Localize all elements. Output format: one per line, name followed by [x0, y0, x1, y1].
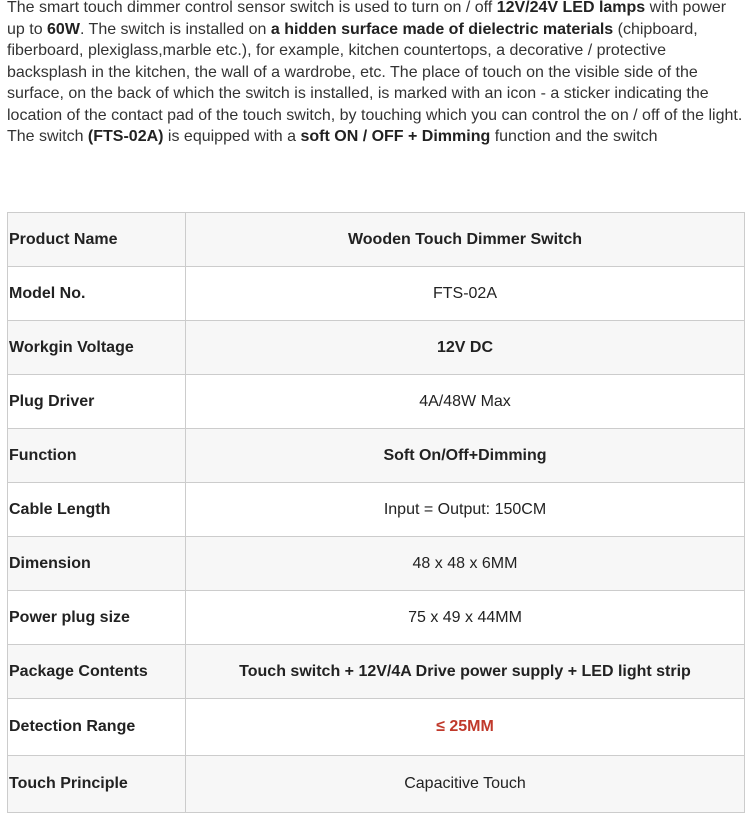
table-row — [8, 537, 745, 591]
product-description — [7, 0, 747, 148]
spec-value: Input = Output: 150CM — [186, 483, 745, 537]
bold-text: (FTS-02A) — [87, 128, 164, 145]
description-paragraph-2: backsplash in the kitchen, the wall of a wardrobe, etc. The place of touch on the visible side of the surface, on the back of which the switch is installed, is marked with an icon - a sticker indicating the location of the contact pad of the touch switch, by touching which you can control the on / off of the light. — [7, 63, 743, 124]
text-span: function and the switch — [490, 128, 658, 145]
spec-value: 48 x 48 x 6MM — [186, 537, 745, 591]
description-paragraph-1 — [7, 0, 747, 62]
spec-label: Power plug size — [8, 591, 186, 645]
table-row — [8, 645, 745, 699]
spec-value: Wooden Touch Dimmer Switch — [186, 213, 745, 267]
table-row — [8, 375, 745, 429]
text-span: The smart touch dimmer control sensor switch is used to turn on / off — [7, 0, 497, 16]
bold-text: 12V/24V LED lamps — [496, 0, 646, 16]
spec-label: Plug Driver — [8, 375, 186, 429]
spec-label: Function — [8, 429, 186, 483]
spec-label: Model No. — [8, 267, 186, 321]
table-row — [8, 429, 745, 483]
text-span: (chipboard, fiberboard, plexiglass,marble etc.), for example, kitchen countertops, a decorative / protective — [7, 20, 698, 59]
description-paragraph-3 — [7, 126, 747, 148]
table-row — [8, 591, 745, 645]
spec-label: Detection Range — [8, 699, 186, 756]
spec-label: Cable Length — [8, 483, 186, 537]
spec-value: Soft On/Off+Dimming — [186, 429, 745, 483]
spec-value: 75 x 49 x 44MM — [186, 591, 745, 645]
bold-text: a hidden surface made of dielectric materials — [270, 20, 614, 38]
spec-value: 12V DC — [186, 321, 745, 375]
bold-text: 60W — [47, 20, 80, 38]
text-span: . The switch is installed on — [79, 20, 271, 38]
spec-value: FTS-02A — [186, 267, 745, 321]
spec-label: Product Name — [8, 213, 186, 267]
spec-value: Capacitive Touch — [186, 756, 745, 813]
spec-value-highlight: ≤ 25MM — [186, 699, 745, 756]
table-row — [8, 699, 745, 756]
spec-label: Package Contents — [8, 645, 186, 699]
spec-label: Workgin Voltage — [8, 321, 186, 375]
text-span: with power up to — [7, 0, 727, 38]
text-span: is equipped with a — [163, 128, 301, 145]
spec-value: Touch switch + 12V/4A Drive power supply + LED light strip — [186, 645, 745, 699]
table-row — [8, 483, 745, 537]
table-row — [8, 321, 745, 375]
table-row — [8, 756, 745, 813]
spec-label: Touch Principle — [8, 756, 186, 813]
spec-value: 4A/48W Max — [186, 375, 745, 429]
table-row — [8, 267, 745, 321]
table-row — [8, 213, 745, 267]
bold-text: soft ON / OFF + Dimming — [300, 128, 491, 145]
specification-table — [7, 212, 745, 813]
text-span: The switch — [7, 128, 88, 145]
spec-label: Dimension — [8, 537, 186, 591]
